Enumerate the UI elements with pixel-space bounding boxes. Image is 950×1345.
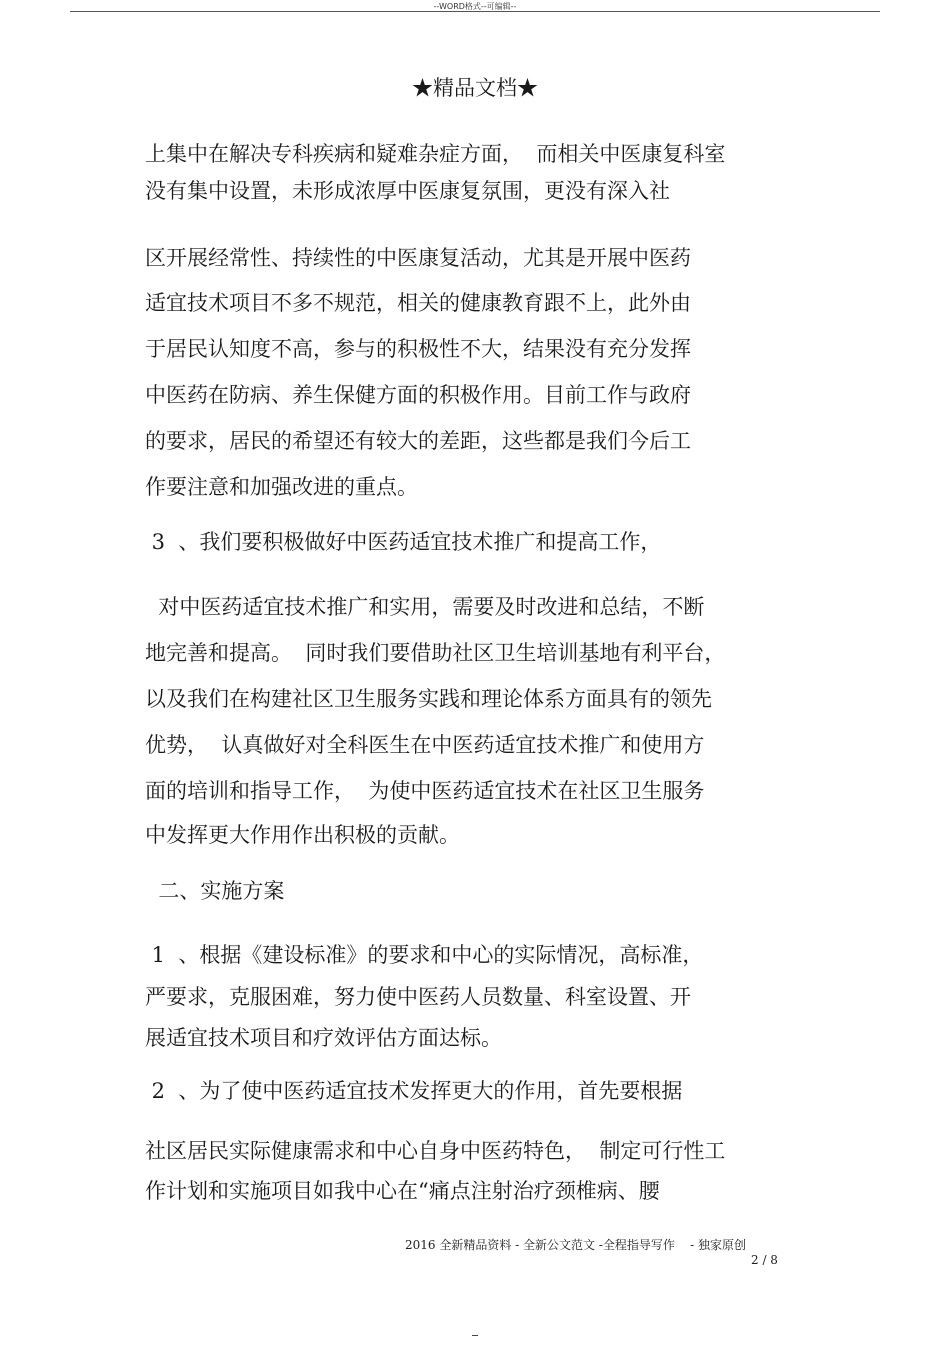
body-line: 优势， 认真做好对全科医生在中医药适宜技术推广和使用方 — [145, 733, 705, 757]
bottom-mark — [472, 1335, 478, 1336]
body-line: 地完善和提高。 同时我们要借助社区卫生培训基地有利平台， — [145, 641, 726, 665]
body-line: 作要注意和加强改进的重点。 — [145, 475, 418, 499]
section-heading: 二、实施方案 — [145, 879, 285, 903]
body-line: 作计划和实施项目如我中心在“痛点注射治疗颈椎病、腰 — [145, 1179, 660, 1203]
body-line: 面的培训和指导工作， 为使中医药适宜技术在社区卫生服务 — [145, 779, 705, 803]
body-line: 没有集中设置，未形成浓厚中医康复氛围，更没有深入社 — [145, 179, 670, 203]
doc-title: ★精品文档★ — [412, 76, 538, 100]
body-line: 于居民认知度不高，参与的积极性不大，结果没有充分发挥 — [145, 337, 691, 361]
body-line: 2 、为了使中医药适宜技术发挥更大的作用，首先要根据 — [145, 1079, 683, 1103]
header-text: --WORD格式--可编辑-- — [433, 2, 517, 11]
header-rule — [70, 11, 880, 12]
body-line: 严要求，克服困难，努力使中医药人员数量、科室设置、开 — [145, 985, 691, 1009]
body-line: 1 、根据《建设标准》的要求和中心的实际情况，高标准， — [145, 943, 704, 967]
page-header — [0, 0, 950, 14]
body-line: 上集中在解决专科疾病和疑难杂症方面， 而相关中医康复科室 — [145, 142, 726, 166]
body-line: 中医药在防病、养生保健方面的积极作用。目前工作与政府 — [145, 383, 691, 407]
body-line: 社区居民实际健康需求和中心自身中医药特色， 制定可行性工 — [145, 1139, 726, 1163]
body-line: 适宜技术项目不多不规范，相关的健康教育跟不上，此外由 — [145, 291, 691, 315]
body-line: 对中医药适宜技术推广和实用，需要及时改进和总结，不断 — [145, 595, 705, 619]
body-line: 中发挥更大作用作出积极的贡献。 — [145, 823, 460, 847]
body-line: 3 、我们要积极做好中医药适宜技术推广和提高工作， — [145, 530, 662, 554]
body-line: 的要求，居民的希望还有较大的差距，这些都是我们今后工 — [145, 429, 691, 453]
footer-slogan: 2016 全新精品资料 - 全新公文范文 -全程指导写作 - 独家原创 — [405, 1238, 747, 1252]
page-number: 2 / 8 — [751, 1253, 778, 1267]
body-line: 以及我们在构建社区卫生服务实践和理论体系方面具有的领先 — [145, 687, 712, 711]
body-line: 展适宜技术项目和疗效评估方面达标。 — [145, 1026, 502, 1050]
body-line: 区开展经常性、持续性的中医康复活动，尤其是开展中医药 — [145, 246, 691, 270]
